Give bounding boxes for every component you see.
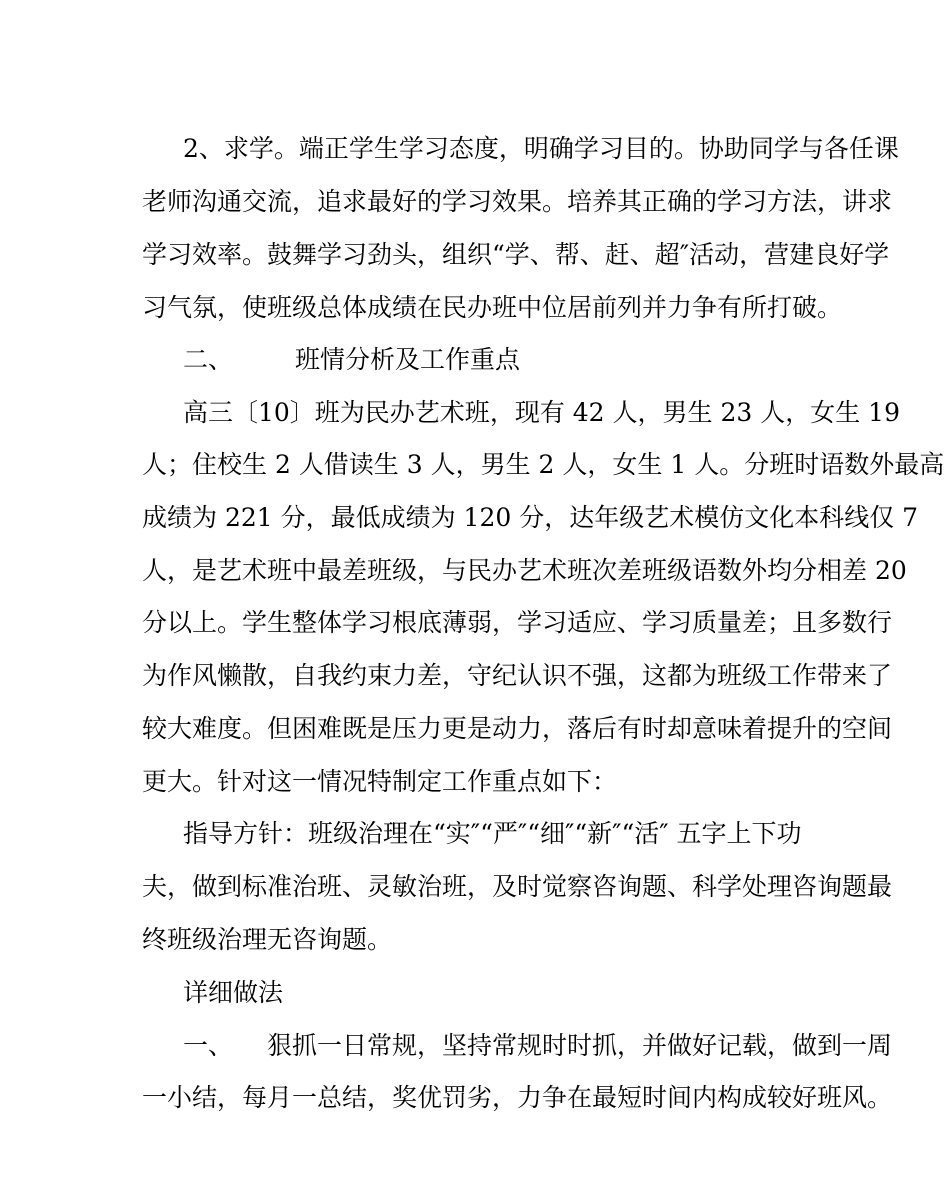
paragraph-line: 成绩为 221 分，最低成绩为 120 分，达年级艺术模仿文化本科线仅 7	[142, 503, 919, 532]
paragraph-line: 夫，做到标准治班、灵敏治班，及时觉察咨询题、科学处理咨询题最	[142, 872, 893, 901]
section-heading	[183, 345, 520, 375]
paragraph-line: 分以上。学生整体学习根底薄弱，学习适应、学习质量差；且多数行	[142, 608, 893, 637]
paragraph-line: 2、求学。端正学生学习态度，明确学习目的。协助同学与各任课	[183, 134, 899, 163]
paragraph-line: 更大。针对这一情况特制定工作重点如下：	[142, 767, 618, 796]
list-item-text: 狠抓一日常规，坚持常规时时抓，并做好记载，做到一周	[267, 1031, 893, 1060]
paragraph-line: 指导方针：班级治理在“实″“严″“细″“新″“活″ 五字上下功	[183, 819, 802, 848]
paragraph-line: 习气氛，使班级总体成绩在民办班中位居前列并力争有所打破。	[142, 293, 843, 322]
paragraph-line: 为作风懒散，自我约束力差，守纪认识不强，这都为班级工作带来了	[142, 661, 893, 690]
list-number: 一、	[183, 1031, 234, 1060]
paragraph-line: 终班级治理无咨询题。	[142, 925, 393, 954]
paragraph-line: 高三〔10〕班为民办艺术班，现有 42 人，男生 23 人，女生 19	[183, 398, 900, 427]
subheading: 详细做法	[183, 978, 284, 1007]
paragraph-line: 学习效率。鼓舞学习劲头，组织“学、帮、赶、超″活动，营建良好学	[142, 240, 890, 269]
paragraph-line: 人，是艺术班中最差班级，与民办艺术班次差班级语数外均分相差 20	[142, 556, 907, 585]
section-number: 二、	[183, 345, 234, 374]
list-item	[183, 1031, 892, 1061]
paragraph-line: 人；住校生 2 人借读生 3 人，男生 2 人，女生 1 人。分班时语数外最高	[142, 450, 945, 479]
paragraph-line: 较大难度。但困难既是压力更是动力，落后有时却意味着提升的空间	[142, 714, 893, 743]
paragraph-line: 一小结，每月一总结，奖优罚劣，力争在最短时间内构成较好班风。	[142, 1083, 893, 1112]
paragraph-line: 老师沟通交流，追求最好的学习效果。培养其正确的学习方法，讲求	[142, 187, 893, 216]
section-title: 班情分析及工作重点	[295, 345, 521, 374]
